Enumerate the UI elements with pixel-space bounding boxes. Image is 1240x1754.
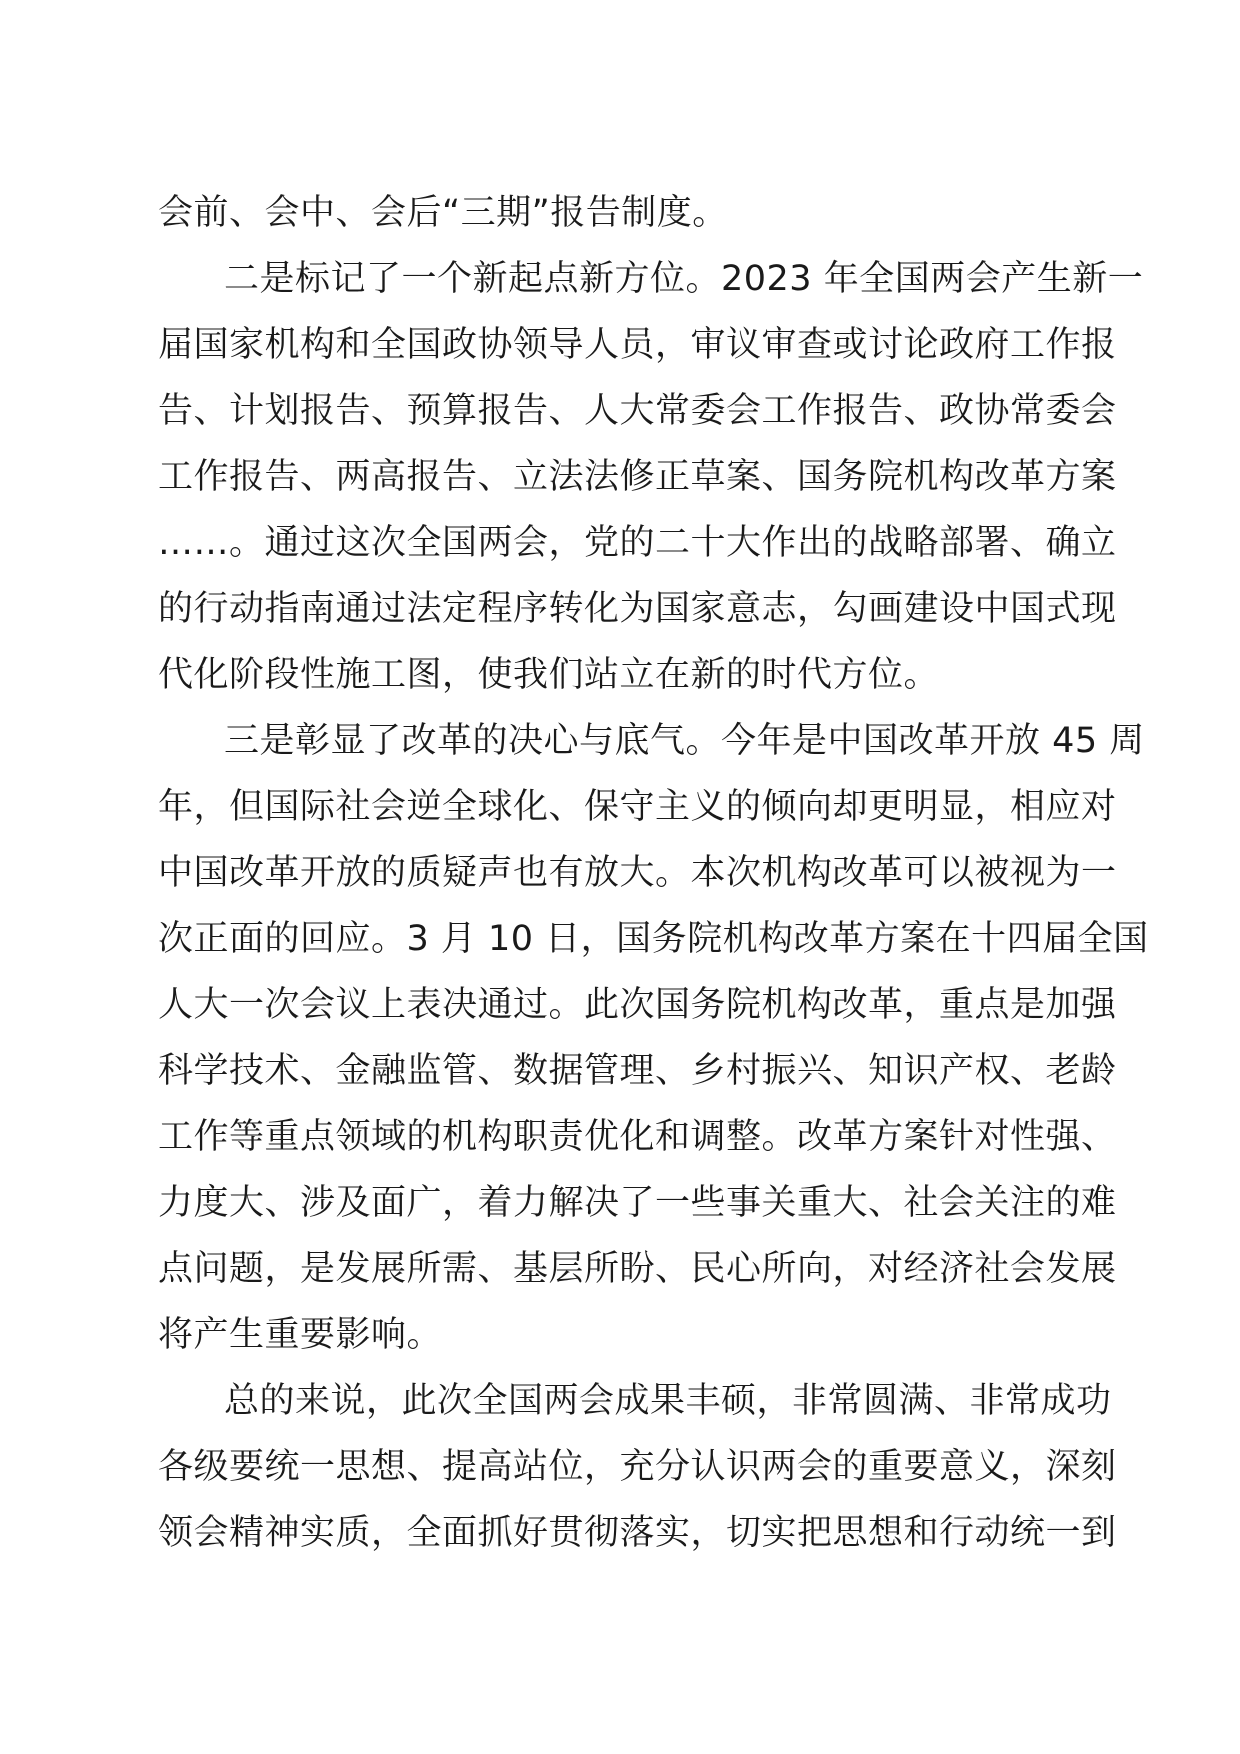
paragraph-line: 人大一次会议上表决通过。此次国务院机构改革，重点是加强 [158, 985, 1117, 1025]
paragraph-line: 科学技术、金融监管、数据管理、乡村振兴、知识产权、老龄 [158, 1051, 1117, 1091]
paragraph-line: 中国改革开放的质疑声也有放大。本次机构改革可以被视为一 [158, 853, 1117, 893]
paragraph-line: 代化阶段性施工图，使我们站立在新的时代方位。 [158, 655, 940, 695]
paragraph-line: 总的来说，此次全国两会成果丰硕，非常圆满、非常成功 [224, 1381, 1112, 1421]
paragraph-line: 各级要统一思想、提高站位，充分认识两会的重要意义，深刻 [158, 1447, 1117, 1487]
paragraph-line: 届国家机构和全国政协领导人员，审议审查或讨论政府工作报 [158, 325, 1117, 365]
paragraph-line: 二是标记了一个新起点新方位。2023 年全国两会产生新一 [224, 259, 1144, 299]
paragraph-line: 工作等重点领域的机构职责优化和调整。改革方案针对性强、 [158, 1117, 1117, 1157]
paragraph-line: 工作报告、两高报告、立法法修正草案、国务院机构改革方案 [158, 457, 1117, 497]
paragraph-line: 点问题，是发展所需、基层所盼、民心所向，对经济社会发展 [158, 1249, 1117, 1289]
paragraph-line: 年，但国际社会逆全球化、保守主义的倾向却更明显，相应对 [158, 787, 1117, 827]
document-body [158, 180, 1149, 1566]
paragraph-line: ……。通过这次全国两会，党的二十大作出的战略部署、确立 [158, 523, 1117, 563]
paragraph-line: 力度大、涉及面广，着力解决了一些事关重大、社会关注的难 [158, 1183, 1117, 1223]
paragraph-line: 次正面的回应。3 月 10 日，国务院机构改革方案在十四届全国 [158, 919, 1149, 959]
paragraph-line: 将产生重要影响。 [158, 1315, 443, 1355]
paragraph-line: 告、计划报告、预算报告、人大常委会工作报告、政协常委会 [158, 391, 1117, 431]
paragraph-line: 会前、会中、会后“三期”报告制度。 [158, 193, 728, 233]
paragraph-line: 三是彰显了改革的决心与底气。今年是中国改革开放 45 周 [224, 721, 1145, 761]
paragraph-line: 的行动指南通过法定程序转化为国家意志，勾画建设中国式现 [158, 589, 1117, 629]
paragraph-line: 领会精神实质，全面抓好贯彻落实，切实把思想和行动统一到 [158, 1513, 1117, 1553]
